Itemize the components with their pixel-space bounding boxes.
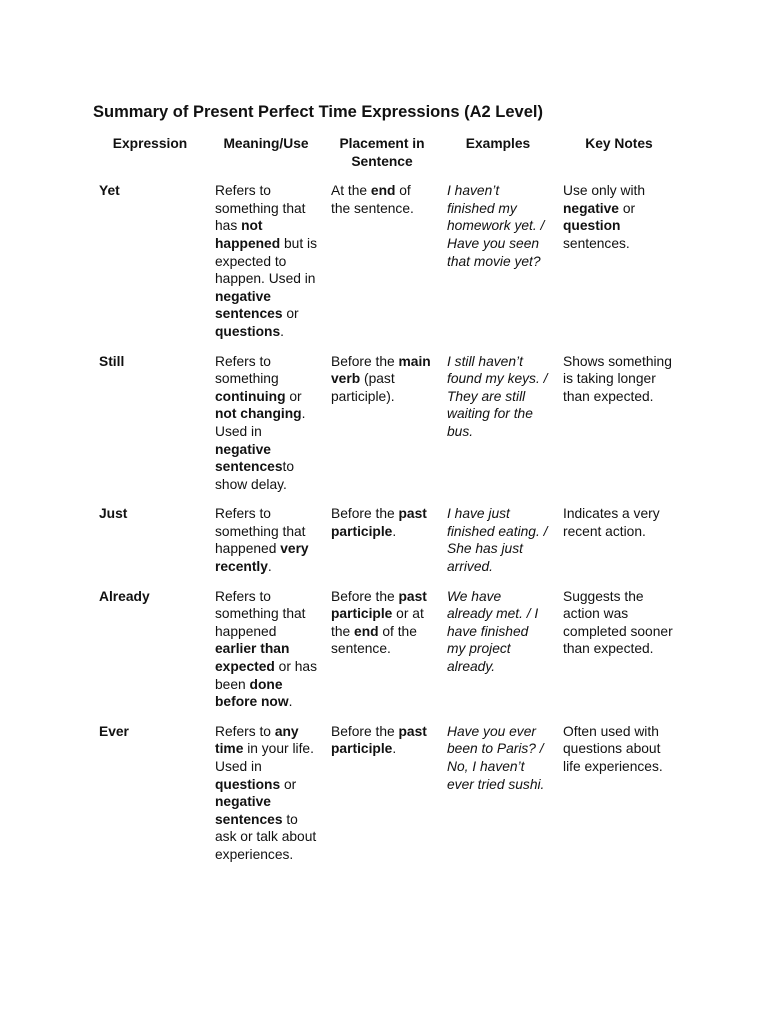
time-expressions-table (92, 135, 682, 876)
cell-placement (324, 353, 440, 506)
column-header-placement: Placement in Sentence (339, 136, 425, 169)
bold-term: past participle (331, 588, 427, 622)
cell-key-notes (556, 353, 682, 506)
cell-examples: I still haven’t found my keys. / They are still waiting for the bus. (447, 353, 548, 439)
bold-term: any time (215, 723, 299, 757)
text-run: Before the (331, 588, 399, 604)
text-run: or (280, 776, 297, 792)
text-run: or (282, 306, 299, 322)
text-run: Refers to something that happened (215, 588, 306, 639)
text-run: but is expected to happen. Used in (215, 235, 317, 287)
text-run: Before the (331, 506, 399, 522)
cell-expression: Ever (99, 723, 129, 739)
bold-term: end (354, 623, 379, 639)
cell-meaning (208, 723, 324, 876)
bold-term: negative sentences (215, 288, 283, 322)
text-run: Indicates a very recent action. (563, 506, 660, 539)
cell-examples: We have already met. / I have finished my project already. (447, 588, 539, 675)
bold-term: not happened (215, 218, 281, 251)
text-run: Before the (331, 723, 399, 739)
cell-placement (324, 505, 440, 587)
cell-expression: Yet (99, 183, 120, 199)
bold-term: past participle (331, 723, 427, 757)
column-header-examples: Examples (465, 136, 531, 151)
bold-term: very recently (215, 541, 309, 575)
bold-term: main verb (331, 353, 431, 387)
text-run: . (392, 523, 397, 539)
text-run: . (280, 323, 285, 339)
text-run: sentences. (563, 235, 630, 251)
text-run: Use only with (563, 183, 646, 199)
text-run: of the sentence. (331, 183, 414, 216)
cell-expression: Still (99, 353, 125, 369)
cell-examples: I have just finished eating. / She has just arrived. (447, 506, 548, 575)
cell-key-notes (556, 723, 682, 876)
text-run: Refers to (215, 723, 275, 739)
text-run: in your life. Used in (215, 741, 314, 774)
bold-term: done before now (215, 676, 289, 710)
cell-meaning (208, 505, 324, 587)
text-run: At the (331, 183, 371, 199)
cell-expression: Just (99, 506, 128, 522)
cell-meaning (208, 588, 324, 723)
bold-term: continuing (215, 388, 286, 404)
text-run: Often used with questions about life experiences. (563, 723, 663, 774)
text-run: Before the (331, 353, 399, 369)
bold-term: questions (215, 776, 281, 792)
text-run: Refers to something that has (215, 183, 306, 234)
text-run: of the sentence. (331, 623, 417, 657)
bold-term: end (370, 183, 396, 199)
text-run: to ask or talk about experiences. (215, 811, 317, 862)
text-run: or at the (331, 606, 424, 639)
bold-term: past participle (331, 506, 427, 539)
page-title: Summary of Present Perfect Time Expressions (A2 Level) (93, 103, 543, 121)
bold-term: question (563, 218, 621, 234)
cell-meaning (208, 182, 324, 352)
column-header-key-notes: Key Notes (585, 136, 653, 151)
text-run: Shows something is taking longer than expected. (563, 353, 672, 404)
text-run: to show delay. (215, 459, 295, 492)
text-run: (past participle). (331, 371, 395, 404)
text-run: Suggests the action was completed sooner than expected. (563, 588, 673, 657)
text-run: . (392, 741, 397, 757)
column-header-meaning: Meaning/Use (223, 136, 309, 151)
cell-placement (324, 723, 440, 876)
cell-meaning (208, 353, 324, 506)
bold-term: negative sentences (215, 441, 283, 475)
column-header-expression: Expression (112, 136, 188, 151)
text-run: or has been (215, 659, 318, 692)
bold-term: negative (563, 200, 619, 216)
text-run: Refers to something that happened (215, 506, 306, 557)
cell-key-notes (556, 505, 682, 587)
cell-examples: I haven’t finished my homework yet. / Have you seen that movie yet? (447, 183, 545, 269)
text-run: or (285, 388, 302, 404)
cell-placement (324, 182, 440, 352)
bold-term: not changing (215, 406, 302, 422)
bold-term: negative sentences (215, 794, 283, 827)
bold-term: earlier than expected (215, 641, 290, 675)
cell-placement (324, 588, 440, 723)
bold-term: questions (215, 323, 281, 339)
cell-examples: Have you ever been to Paris? / No, I haven’t ever tried sushi. (447, 723, 545, 792)
text-run: Refers to something (215, 353, 279, 387)
text-run: or (618, 200, 636, 216)
cell-key-notes (556, 588, 682, 723)
text-run: . (267, 559, 272, 575)
cell-expression: Already (99, 588, 150, 604)
text-run: . Used in (215, 406, 306, 439)
cell-key-notes (556, 182, 682, 352)
text-run: . (288, 694, 293, 710)
